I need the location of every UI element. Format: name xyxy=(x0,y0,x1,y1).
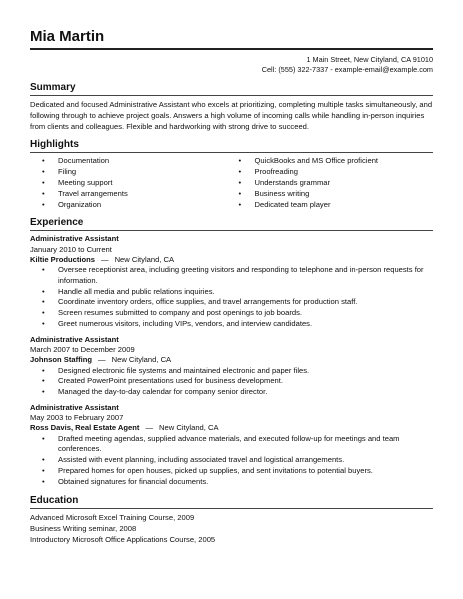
list-item: • Created PowerPoint presentations used for business development. xyxy=(40,376,433,387)
highlights-divider xyxy=(30,152,433,153)
job-title: Administrative Assistant xyxy=(30,402,119,412)
list-item: • Assisted with event planning, including associated travel and logistical arrangements. xyxy=(40,455,433,466)
list-item: • Obtained signatures for financial documents. xyxy=(40,477,433,488)
dash-separator: — xyxy=(145,423,154,433)
list-item: • Understands grammar xyxy=(237,178,434,189)
company-line xyxy=(30,255,433,265)
company-name: Kiltie Productions xyxy=(30,254,95,264)
dash-separator: — xyxy=(98,355,106,365)
list-item: • Organization xyxy=(40,200,237,211)
highlights-left-column xyxy=(40,156,237,210)
summary-divider xyxy=(30,95,433,96)
experience-heading: Experience xyxy=(30,217,84,229)
job-dates: March 2007 to December 2009 xyxy=(30,345,135,354)
header-divider xyxy=(30,48,433,50)
list-item: • Prepared homes for open houses, picked up supplies, and sent invitations to potential buyers. xyxy=(40,466,433,477)
list-item: • Proofreading xyxy=(237,167,434,178)
company-line xyxy=(30,355,433,365)
experience-divider xyxy=(30,230,433,231)
list-item: • Filing xyxy=(40,167,237,178)
job-bullets xyxy=(30,366,433,398)
candidate-name: Mia Martin xyxy=(30,28,105,45)
highlights-list xyxy=(30,156,433,210)
list-item: • Designed electronic file systems and maintained electronic and paper files. xyxy=(40,366,433,377)
job-entry xyxy=(30,403,433,488)
summary-text: Dedicated and focused Administrative Assistant who excels at prioritizing, completing multiple tasks simultaneously, and following through to achieve project goals. Answers a high volume of incoming calls while handling in-person inquiries from clients and colleagues. Flexible and hardworking with strong drive to succeed. xyxy=(30,100,433,132)
job-bullets xyxy=(30,265,433,330)
job-bullets xyxy=(30,434,433,488)
contact-block xyxy=(30,55,433,75)
list-item: • Dedicated team player xyxy=(237,200,434,211)
list-item: • Travel arrangements xyxy=(40,189,237,200)
job-dates: January 2010 to Current xyxy=(30,244,112,254)
cell-email-line: Cell: (555) 322-7337 - example-email@example.com xyxy=(261,65,433,75)
education-item: Advanced Microsoft Excel Training Course, 2009 xyxy=(30,512,195,522)
address-line: 1 Main Street, New Cityland, CA 91010 xyxy=(306,55,433,64)
list-item: • Managed the day-to-day calendar for company senior director. xyxy=(40,387,433,398)
dash-separator: — xyxy=(100,254,109,264)
education-divider xyxy=(30,508,433,509)
highlights-right-column xyxy=(237,156,434,210)
education-heading: Education xyxy=(30,494,79,506)
job-title: Administrative Assistant xyxy=(30,234,119,244)
list-item: • Handle all media and public relations inquiries. xyxy=(40,287,433,298)
company-line xyxy=(30,423,433,433)
list-item: • QuickBooks and MS Office proficient xyxy=(237,156,434,167)
list-item: • Drafted meeting agendas, supplied advance materials, and executed follow-up for meetings and team conferences. xyxy=(40,434,433,456)
list-item: • Screen resumes submitted to company and post openings to job boards. xyxy=(40,308,433,319)
education-item: Business Writing seminar, 2008 xyxy=(30,523,137,533)
summary-heading: Summary xyxy=(30,82,76,94)
company-name: Johnson Staffing xyxy=(30,355,93,365)
company-name: Ross Davis, Real Estate Agent xyxy=(30,423,140,433)
job-entry xyxy=(30,335,433,398)
highlights-heading: Highlights xyxy=(30,139,79,151)
list-item: • Business writing xyxy=(237,189,434,200)
list-item: • Meeting support xyxy=(40,178,237,189)
company-location: New Cityland, CA xyxy=(114,254,175,264)
job-entry xyxy=(30,234,433,329)
list-item: • Oversee receptionist area, including greeting visitors and responding to telephone and in-person requests for information. xyxy=(40,265,433,287)
list-item: • Greet numerous visitors, including VIPs, vendors, and interview candidates. xyxy=(40,319,433,330)
list-item: • Documentation xyxy=(40,156,237,167)
list-item: • Coordinate inventory orders, office supplies, and travel arrangements for production staff. xyxy=(40,297,433,308)
job-title: Administrative Assistant xyxy=(30,334,119,344)
education-item: Introductory Microsoft Office Applications Course, 2005 xyxy=(30,534,216,544)
company-location: New Cityland, CA xyxy=(159,423,219,433)
education-list xyxy=(30,512,433,545)
company-location: New Cityland, CA xyxy=(111,355,172,365)
job-dates: May 2003 to February 2007 xyxy=(30,413,124,423)
